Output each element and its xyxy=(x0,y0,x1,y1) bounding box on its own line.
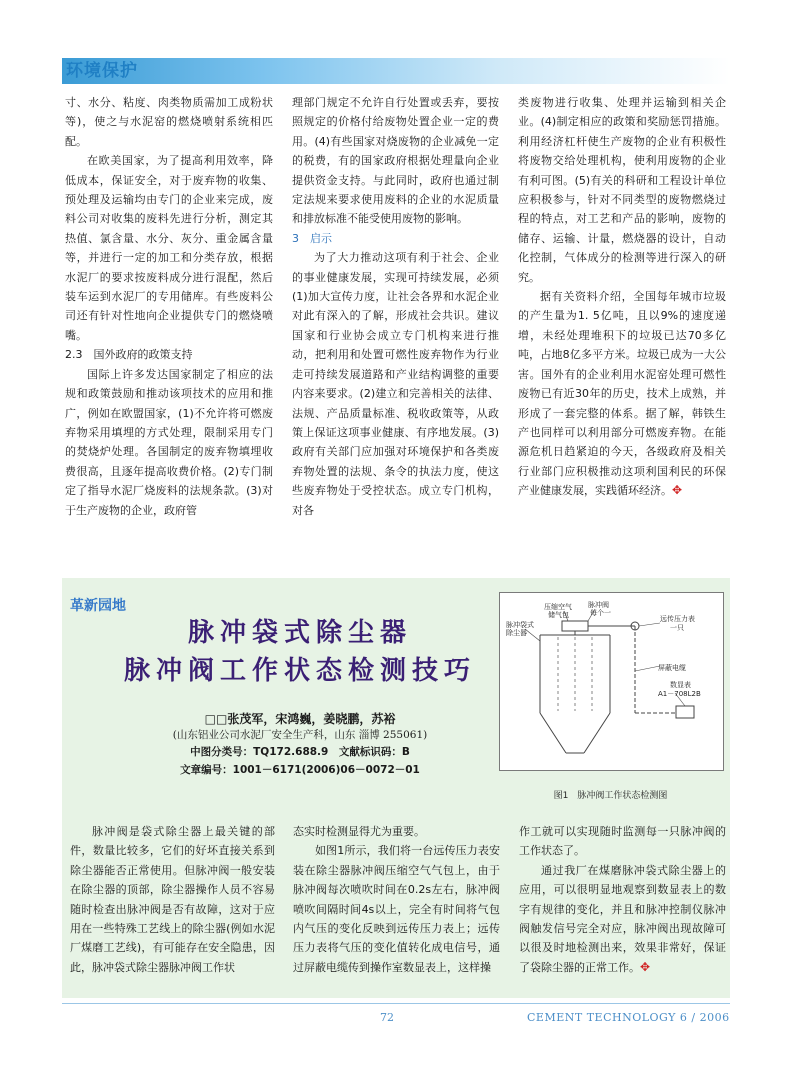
page-number: 72 xyxy=(380,1011,394,1024)
box-article-column-3 xyxy=(519,822,726,977)
label-pulse-valve-count: 每个一 xyxy=(590,609,611,617)
section-title: 环境保护 xyxy=(66,61,138,81)
label-shield-cable: 屏蔽电缆 xyxy=(658,664,686,672)
end-mark-icon: ✥ xyxy=(640,959,651,974)
paragraph: 如图1所示，我们将一台远传压力表安装在除尘器脉冲阀压缩空气气包上，由于脉冲阀每次喷吹时间在0.2s左右，脉冲阀喷吹间隔时间4s以上，完全有时间将气包内气压的变化反映到远传压力表上；远传压力表将气压的变化值转化成电信号，通过屏蔽电缆传到操作室数显表上，这样操 xyxy=(293,844,500,974)
footer-divider xyxy=(62,1003,730,1004)
paragraph-text: 据有关资料介绍，全国每年城市垃圾的产生量为1. 5亿吨，且以9%的速度递增，未经处理堆积下的垃圾已达70多亿吨，占地8亿多平方米。垃圾已成为一大公害。国外有的企业利用水泥窑处理可燃性废物已有近30年的历史，技术上成熟，并形成了一套完整的体系。据了解，韩铁生产也同样可以利用部分可燃废弃物。在能源危机日趋紧迫的今天，各级政府及相关行业部门应积极推动这项利国利民的环保产业健康发展，实践循环经济。 xyxy=(518,290,726,498)
top-article-column-3 xyxy=(518,93,726,501)
paragraph: 国际上许多发达国家制定了相应的法规和政策鼓励和推动该项技术的应用和推广，例如在欧盟国家，(1)不允许将可燃废弃物采用填埋的方式处理，限制采用专门的焚烧炉处理。各国制定的废弃物填埋收费很高，且逐年提高收费价格。(2)专门制定了指导水泥厂烧废料的法规条款。(3)对于生产废物的企业，政府管 xyxy=(65,367,273,517)
article-number: 文章编号：1001－6171(2006)06－0072－01 xyxy=(180,764,420,776)
journal-name: CEMENT TECHNOLOGY 6 / 2006 xyxy=(527,1011,730,1024)
label-pulse-valve: 脉冲阀 xyxy=(588,601,609,609)
figure-drawing xyxy=(500,593,723,770)
paragraph: 脉冲阀是袋式除尘器上最关键的部件，数量比较多，它们的好坏直接关系到除尘器能否正常使用。但脉冲阀一般安装在除尘器的顶部，除尘器操作人员不容易随时检查出脉冲阀是否有故障，这对于应用在一些特殊工艺线上的除尘器(例如水泥厂煤磨工艺线)，有可能存在安全隐患，因此，脉冲袋式除尘器脉冲阀工作状 xyxy=(70,825,275,974)
article-title-line-1: 脉冲袋式除尘器 xyxy=(187,618,412,648)
article-affiliation: (山东铝业公司水泥厂安全生产科，山东 淄博 255061) xyxy=(172,729,428,741)
article-authors: □□张茂军，宋鸿巍，姜晓鹏，苏裕 xyxy=(204,712,396,726)
paragraph xyxy=(519,861,726,977)
paragraph: 作工就可以实现随时监测每一只脉冲阀的工作状态了。 xyxy=(519,825,726,858)
top-article-column-2 xyxy=(292,93,499,520)
paragraph: 为了大力推动这项有利于社会、企业的事业健康发展，实现可持续发展，必须(1)加大宣传力度，让社会各界和水泥企业对此有深入的了解，形成社会共识。建议国家和行业协会成立专门机构来进行推动，把利用和处置可燃性废弃物作为行业走可持续发展道路和产业结构调整的重要内容来要求。(2)建立和完善相关的法律、法规、产品质量标准、税收政策等，从政策上保证这项事业健康、有序地发展。(3)政府有关部门应加强对环境保护和各类废弃物处置的法规、条令的执法力度，使这些废弃物处于受控状态。成立专门机构，对各 xyxy=(292,251,499,517)
box-article-column-1 xyxy=(70,822,275,977)
label-digital-meter: 数显表 xyxy=(670,681,691,689)
label-meter-model: A1－708L2B xyxy=(658,690,701,698)
section-header-bar xyxy=(62,58,730,84)
figure-caption: 图1 脉冲阀工作状态检测图 xyxy=(553,791,668,801)
label-compressed-air: 压缩空气 xyxy=(544,603,572,611)
label-remote-gauge-count: 一只 xyxy=(670,624,684,632)
paragraph: 在欧美国家，为了提高利用效率，降低成本，保证安全，对于废弃物的收集、预处理及运输均由专门的企业来完成，废料公司对收集的废料先进行分析，测定其热值、氯含量、水分、灰分、重金属含量等，并进行一定的加工和分类存放，根据水泥厂的要求按废料成分进行混配，然后装车运到水泥厂的专用储库。有些废料公司还有针对性地向企业提供专门的燃烧喷嘴。 xyxy=(65,154,273,342)
label-dust-collector: 脉冲袋式 xyxy=(506,621,534,629)
label-dust-collector-2: 除尘器 xyxy=(506,629,527,637)
classification-number: 中图分类号：TQ172.688.9 文献标识码：B xyxy=(190,746,410,758)
label-remote-gauge: 远传压力表 xyxy=(660,615,695,623)
paragraph-text: 通过我厂在煤磨脉冲袋式除尘器上的应用，可以很明显地观察到数显表上的数字有规律的变化，并且和脉冲控制仪脉冲阀触发信号完全对应，脉冲阀出现故障可以很及时地检测出来，效果非常好，保证了袋除尘器的正常工作。 xyxy=(519,863,726,974)
box-section-tag: 革新园地 xyxy=(70,598,126,614)
section-heading: 3 启示 xyxy=(292,231,332,245)
section-heading: 2.3 国外政府的政策支持 xyxy=(65,348,193,362)
top-article-column-1 xyxy=(65,93,273,520)
article-title-line-2: 脉冲阀工作状态检测技巧 xyxy=(123,656,476,686)
paragraph: 寸、水分、粘度、肉类物质需加工成粉状等)，使之与水泥窑的燃烧喷射系统相匹配。 xyxy=(65,96,273,148)
paragraph: 态实时检测显得尤为重要。 xyxy=(293,825,425,838)
paragraph: 类废物进行收集、处理并运输到相关企业。(4)制定相应的政策和奖励惩罚措施。利用经济杠杆使生产废物的企业有积极性将废物交给处理机构，使利用废物的企业有利可图。(5)有关的科研和工程设计单位应积极参与，针对不同类型的废物燃烧过程的特点，对工艺和产品的影响，废物的储存、运输、计量，燃烧器的设计，自动化控制，气体成分的检测等进行深入的研究。 xyxy=(518,96,726,284)
box-article-column-2 xyxy=(293,822,500,977)
end-mark-icon: ✥ xyxy=(672,483,683,498)
figure-pulse-valve-diagram xyxy=(499,592,724,771)
label-air-package: 储气包 xyxy=(548,611,569,619)
paragraph xyxy=(518,287,726,500)
paragraph: 理部门规定不允许自行处置或丢弃，要按照规定的价格付给废物处置企业一定的费用。(4)有些国家对烧废物的企业减免一定的税费，有的国家政府根据处理量向企业提供资金支持。与此同时，政府也通过制定法规来要求使用废料的企业的水泥质量和排放标准不能受使用废物的影响。 xyxy=(292,96,499,226)
